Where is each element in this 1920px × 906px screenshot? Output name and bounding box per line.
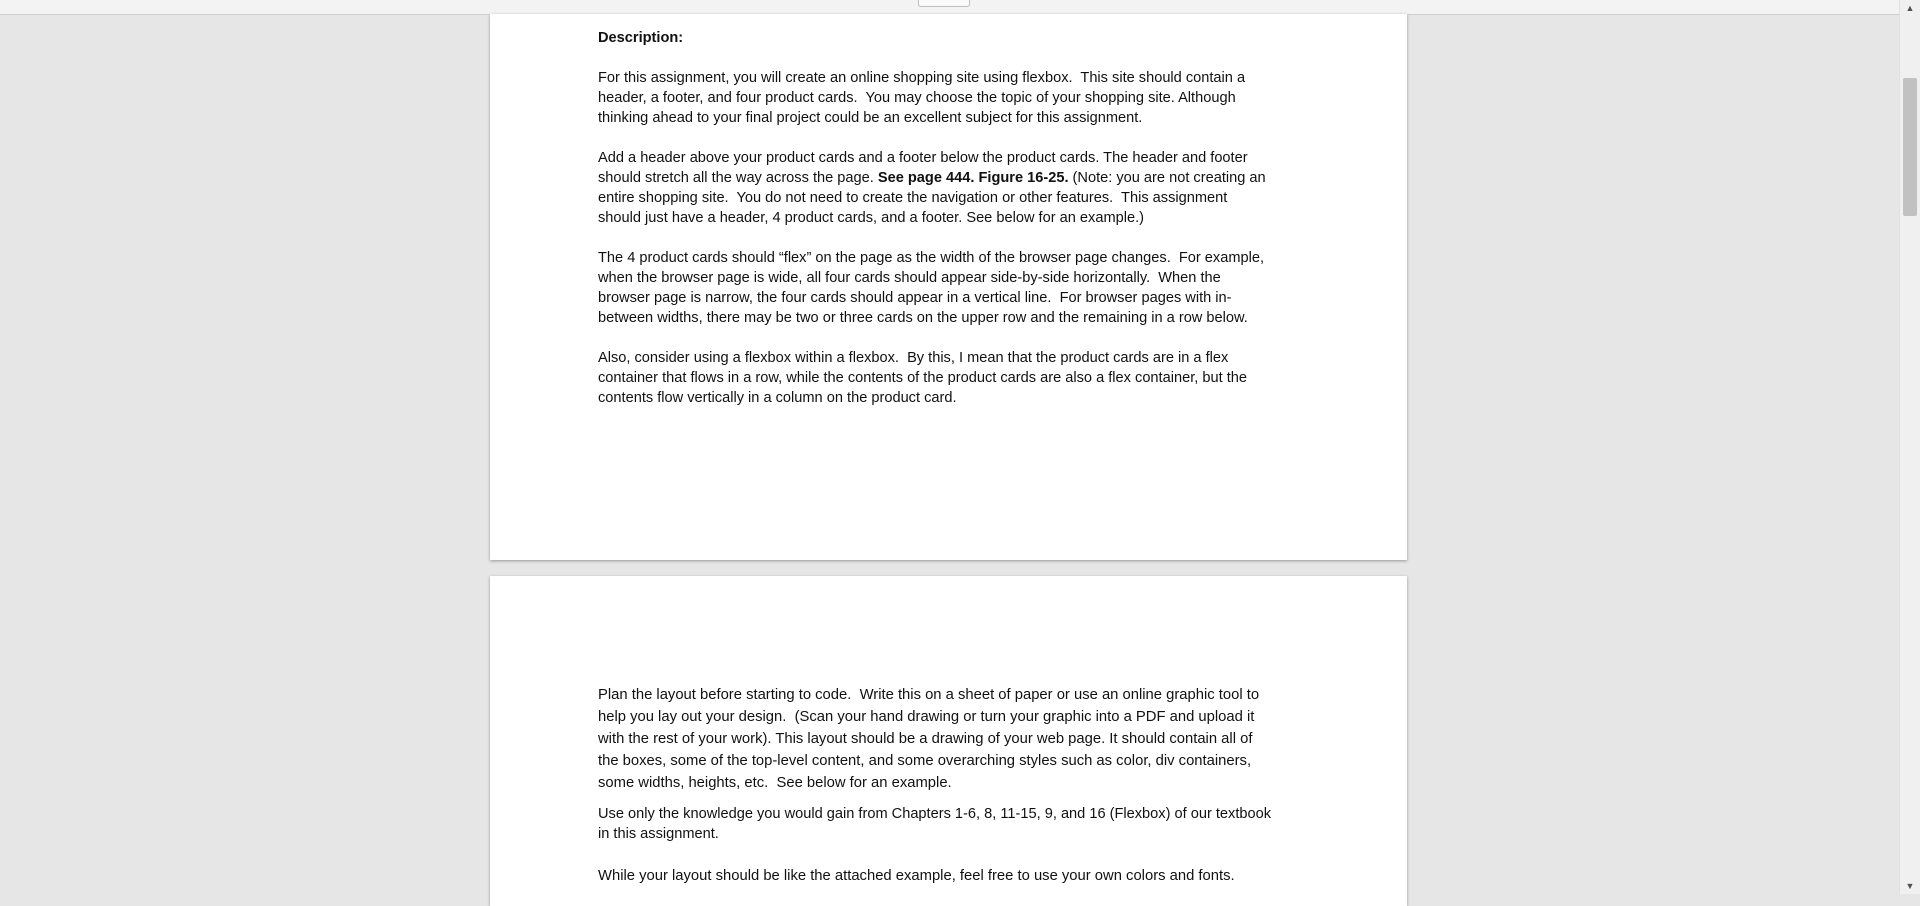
page-reference-bold: See page 444. Figure 16-25. bbox=[877, 170, 1069, 186]
scroll-down-arrow-icon[interactable]: ▼ bbox=[1905, 881, 1915, 891]
paragraph-header-footer bbox=[598, 148, 1298, 228]
text-line: The 4 product cards should “flex” on the page as the width of the browser page changes. For example, bbox=[598, 250, 1265, 266]
paragraph-knowledge-scope bbox=[598, 804, 1298, 844]
text-line: entire shopping site. You do not need to create the navigation or other features. This assignment bbox=[598, 190, 1228, 206]
paragraph-product-cards-flex bbox=[598, 248, 1298, 328]
paragraph-colors-fonts bbox=[598, 865, 1298, 887]
paragraph-plan-layout bbox=[598, 684, 1298, 794]
text-line: contents flow vertically in a column on the product card. bbox=[598, 390, 957, 406]
text-line: For this assignment, you will create an online shopping site using flexbox. This site should contain a bbox=[598, 70, 1246, 86]
paragraph-nested-flexbox bbox=[598, 348, 1298, 408]
text-line: some widths, heights, etc. See below for an example. bbox=[598, 775, 952, 791]
text-segment: (Note: you are not creating an bbox=[1068, 170, 1266, 186]
paragraph-assignment-intro bbox=[598, 68, 1298, 128]
page-2-content bbox=[598, 684, 1298, 887]
scroll-up-arrow-icon[interactable]: ▲ bbox=[1905, 3, 1915, 13]
text-line: Add a header above your product cards and a footer below the product cards. The header and footer bbox=[598, 150, 1248, 166]
text-line: Also, consider using a flexbox within a flexbox. By this, I mean that the product cards are in a flex bbox=[598, 350, 1229, 366]
text-line: Use only the knowledge you would gain from Chapters 1-6, 8, 11-15, 9, and 16 (Flexbox) of our textbook bbox=[598, 806, 1272, 822]
text-line: header, a footer, and four product cards. You may choose the topic of your shopping site. Although bbox=[598, 90, 1236, 106]
text-line: Plan the layout before starting to code. Write this on a sheet of paper or use an online graphic tool to bbox=[598, 687, 1260, 703]
text-line: should just have a header, 4 product cards, and a footer. See below for an example.) bbox=[598, 210, 1144, 226]
text-line: browser page is narrow, the four cards should appear in a vertical line. For browser pages with in- bbox=[598, 290, 1232, 306]
document-page-1 bbox=[490, 14, 1407, 560]
description-heading: Description: bbox=[598, 30, 684, 46]
text-segment: should stretch all the way across the page. bbox=[598, 170, 878, 186]
text-line: thinking ahead to your final project could be an excellent subject for this assignment. bbox=[598, 110, 1143, 126]
page-1-content bbox=[598, 28, 1298, 408]
text-line: between widths, there may be two or three cards on the upper row and the remaining in a row below. bbox=[598, 310, 1248, 326]
text-line: in this assignment. bbox=[598, 826, 719, 842]
text-line: container that flows in a row, while the contents of the product cards are also a flex container, but the bbox=[598, 370, 1247, 386]
text-line: While your layout should be like the attached example, feel free to use your own colors and fonts. bbox=[598, 868, 1235, 884]
scroll-thumb[interactable] bbox=[1903, 78, 1917, 216]
text-line: when the browser page is wide, all four cards should appear side-by-side horizontally. When the bbox=[598, 270, 1221, 286]
text-line bbox=[598, 168, 1298, 188]
text-line: with the rest of your work). This layout should be a drawing of your web page. It should contain all of bbox=[598, 731, 1253, 747]
text-line: help you lay out your design. (Scan your hand drawing or turn your graphic into a PDF and upload it bbox=[598, 709, 1255, 725]
page-tab-handle[interactable] bbox=[918, 0, 970, 7]
document-page-2 bbox=[490, 576, 1407, 906]
viewer-top-bar bbox=[0, 0, 1900, 15]
text-line: the boxes, some of the top-level content, and some overarching styles such as color, div containers, bbox=[598, 753, 1252, 769]
vertical-scrollbar[interactable] bbox=[1899, 0, 1920, 894]
